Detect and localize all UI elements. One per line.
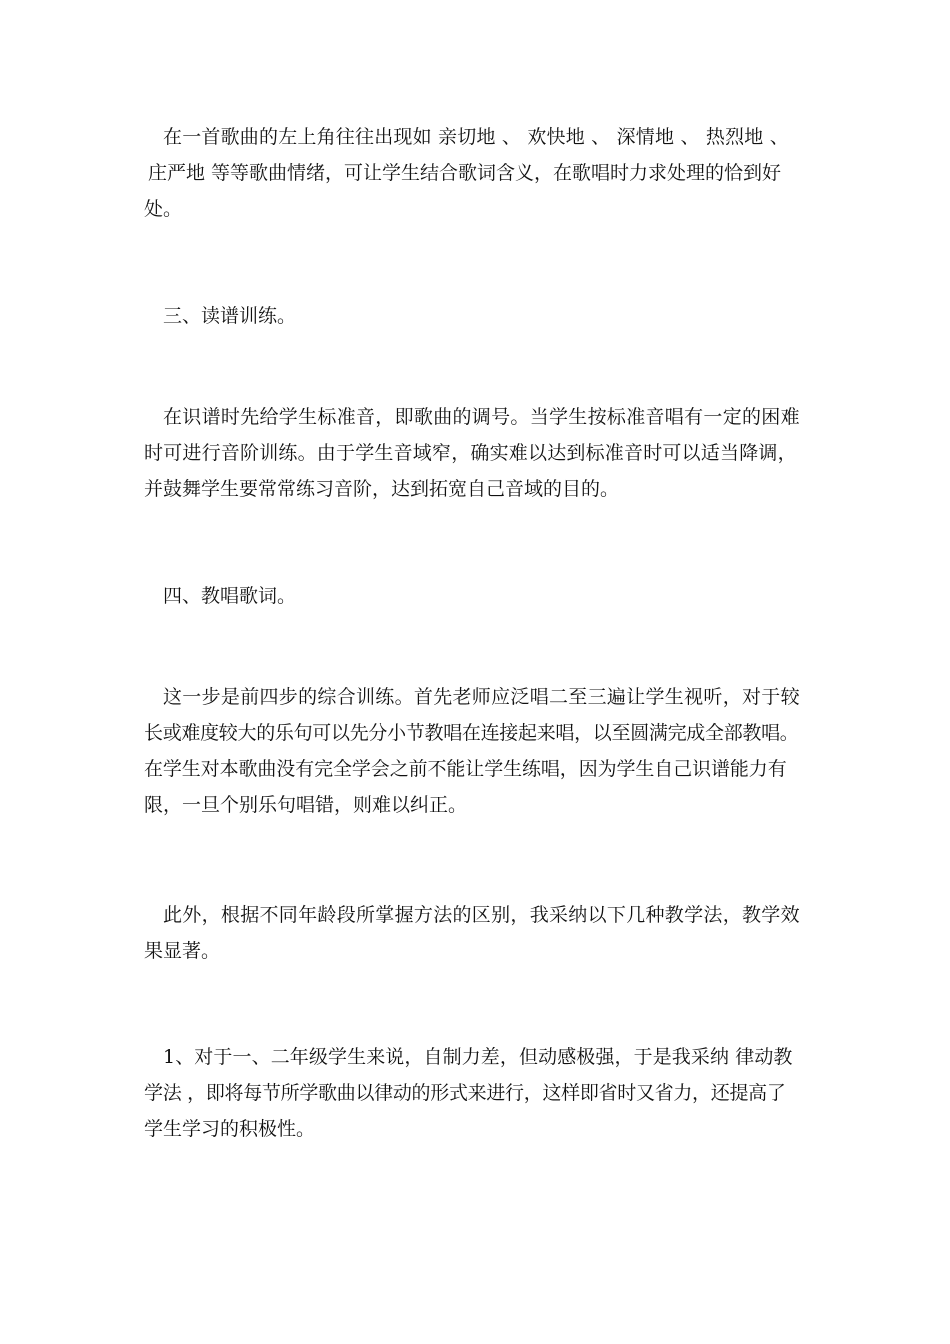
paragraph-comprehensive-training bbox=[144, 679, 808, 823]
text-line: 果显著。 bbox=[144, 940, 221, 962]
text-line: 这一步是前四步的综合训练。首先老师应泛唱二至三遍让学生视听，对于较 bbox=[163, 686, 800, 708]
text-line: 学生学习的积极性。 bbox=[144, 1118, 316, 1140]
section-heading-score-reading: 三、读谱训练。 bbox=[163, 305, 297, 327]
text-line: 并鼓舞学生要常常练习音阶，达到拓宽自己音域的目的。 bbox=[144, 478, 620, 500]
text-line: 庄严地 等等歌曲情绪，可让学生结合歌词含义，在歌唱时力求处理的恰到好 bbox=[148, 162, 782, 184]
text-line: 处。 bbox=[144, 198, 183, 220]
text-line: 长或难度较大的乐句可以先分小节教唱在连接起来唱，以至圆满完成全部教唱。 bbox=[144, 722, 799, 744]
paragraph-teaching-methods bbox=[144, 897, 808, 969]
text-line: 限，一旦个别乐句唱错，则难以纠正。 bbox=[144, 794, 468, 816]
text-line: 在学生对本歌曲没有完全学会之前不能让学生练唱，因为学生自己识谱能力有 bbox=[144, 758, 787, 780]
text-line: 时可进行音阶训练。由于学生音域窄，确实难以达到标准音时可以适当降调， bbox=[144, 442, 797, 464]
text-line: 1、对于一、二年级学生来说，自制力差，但动感极强，于是我采纳 律动教 bbox=[163, 1046, 793, 1068]
paragraph-score-reading bbox=[144, 399, 808, 507]
text-line: 此外，根据不同年龄段所掌握方法的区别，我采纳以下几种教学法，教学效 bbox=[163, 904, 800, 926]
text-line: 学法 ，即将每节所学歌曲以律动的形式来进行，这样即省时又省力，还提高了 bbox=[144, 1082, 786, 1104]
section-heading-teach-lyrics: 四、教唱歌词。 bbox=[163, 585, 297, 607]
text-line: 在识谱时先给学生标准音，即歌曲的调号。当学生按标准音唱有一定的困难 bbox=[163, 406, 800, 428]
text-line: 在一首歌曲的左上角往往出现如 亲切地 、 欢快地 、 深情地 、 热烈地 、 bbox=[163, 126, 789, 148]
paragraph-rhythm-method bbox=[144, 1039, 808, 1147]
paragraph-emotion-markings bbox=[144, 119, 808, 227]
